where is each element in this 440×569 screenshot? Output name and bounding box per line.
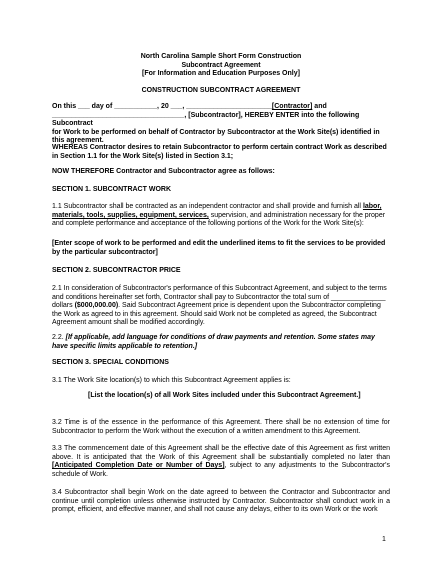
- header-line-2: Subcontract Agreement: [181, 61, 261, 69]
- document-title: CONSTRUCTION SUBCONTRACT AGREEMENT: [141, 87, 301, 94]
- header-line-1: North Carolina Sample Short Form Construction: [140, 53, 302, 60]
- section-3-paragraph-1: 3.1 The Work Site location(s) to which this Subcontract Agreement applies is:: [52, 377, 291, 384]
- s2-p1-c: . Said Subcontract Agreement price is dependent upon the Subcontractor completing the Work as agreed to in this agreement. Should said Work not be completed as agreed, the Subcontract Agreement amount shall be modified accordingly.: [52, 302, 381, 327]
- s3-completion-field: [Anticipated Completion Date or Number of Days]: [52, 462, 225, 470]
- section-2-paragraph-1: [52, 285, 390, 328]
- s3-p3-a: 3.3 The commencement date of this Agreement shall be the effective date of this Agreement as first written above. It is anticipated that the Work of this Agreement shall be substantially completed no later than: [52, 445, 390, 461]
- intro-line-3: for Work to be performed on behalf of Contractor by Subcontractor at the Work Site(s) identified in: [52, 128, 380, 136]
- section-1-heading: SECTION 1. SUBCONTRACT WORK: [52, 186, 171, 193]
- page-number: 1: [382, 536, 386, 543]
- s2-p2-note: [If applicable, add language for conditions of draw payments and retention. Some states may have specific limits applicable to retention.]: [52, 334, 375, 350]
- section-2-heading: SECTION 2. SUBCONTRACTOR PRICE: [52, 267, 181, 274]
- section-3-heading: SECTION 3. SPECIAL CONDITIONS: [52, 359, 169, 366]
- section-3-paragraph-3: [52, 445, 390, 479]
- now-therefore-paragraph: NOW THEREFORE Contractor and Subcontractor agree as follows:: [52, 168, 275, 175]
- s2-p1-a: 2.1 In consideration of Subcontractor's performance of this Subcontract Agreement, and subject to the terms and conditions hereinafter set forth, Contractor shall pay to Subcontractor the total sum of ______________ dollars: [52, 285, 387, 310]
- section-3-paragraph-2: 3.2 Time is of the essence in the performance of this Agreement. There shall be no extension of time for Subcontractor to perform the Work without the execution of a written amendment to this Agreement.: [52, 419, 390, 435]
- intro-line-4: this agreement.: [52, 137, 104, 145]
- s2-p2-a: 2.2.: [52, 334, 66, 341]
- section-3-list-note: [List the location(s) of all Work Sites included under this Subcontract Agreement.]: [88, 392, 361, 399]
- whereas-paragraph: WHEREAS Contractor desires to retain Subcontractor to perform certain contract Work as described in Section 1.1 for the Work Site(s) listed in Section 3.1;: [52, 144, 387, 160]
- s1-p1-a: 1.1 Subcontractor shall be contracted as an independent contractor and shall provide and furnish all: [52, 203, 361, 210]
- s2-price-amount: ($000,000.00): [74, 302, 119, 310]
- intro-paragraph: [52, 103, 390, 146]
- s1-p1-c: supervision, and administration necessary for the proper and complete performance and acceptance of the following portions of the Work for the Work Site(s):: [52, 211, 386, 228]
- intro-line-2: __________________________________, [Subcontractor], HEREBY ENTER into the following Subcontract: [52, 111, 360, 128]
- section-1-note: [Enter scope of work to be performed and edit the underlined items to fit the services to be provided by the particular subcontractor]: [52, 240, 386, 256]
- section-2-paragraph-2: [52, 334, 390, 351]
- intro-line-1c: and: [312, 103, 327, 110]
- header-line-3: [For Information and Education Purposes Only]: [142, 70, 300, 78]
- s1-p1-underlined-items: labor, materials, tools, supplies, equipment, services,: [52, 203, 382, 219]
- intro-line-1a: On this ___ day of ___________, 20 ___, ______________________: [52, 103, 272, 110]
- section-1-paragraph-1: [52, 203, 390, 229]
- section-3-paragraph-4: 3.4 Subcontractor shall begin Work on the date agreed to between the Contractor and Subcontractor and continue until completion unless otherwise instructed by Contractor. Subcontractor shall conduct work in a prompt, efficient, and effective manner, and shall not cause any delays, either to its own Work or the work: [52, 489, 390, 514]
- intro-contractor-field: [Contractor]: [271, 103, 313, 110]
- s3-p3-c: , subject to any adjustments to the Subcontractor's schedule of Work.: [52, 462, 391, 478]
- document-header: [52, 53, 390, 79]
